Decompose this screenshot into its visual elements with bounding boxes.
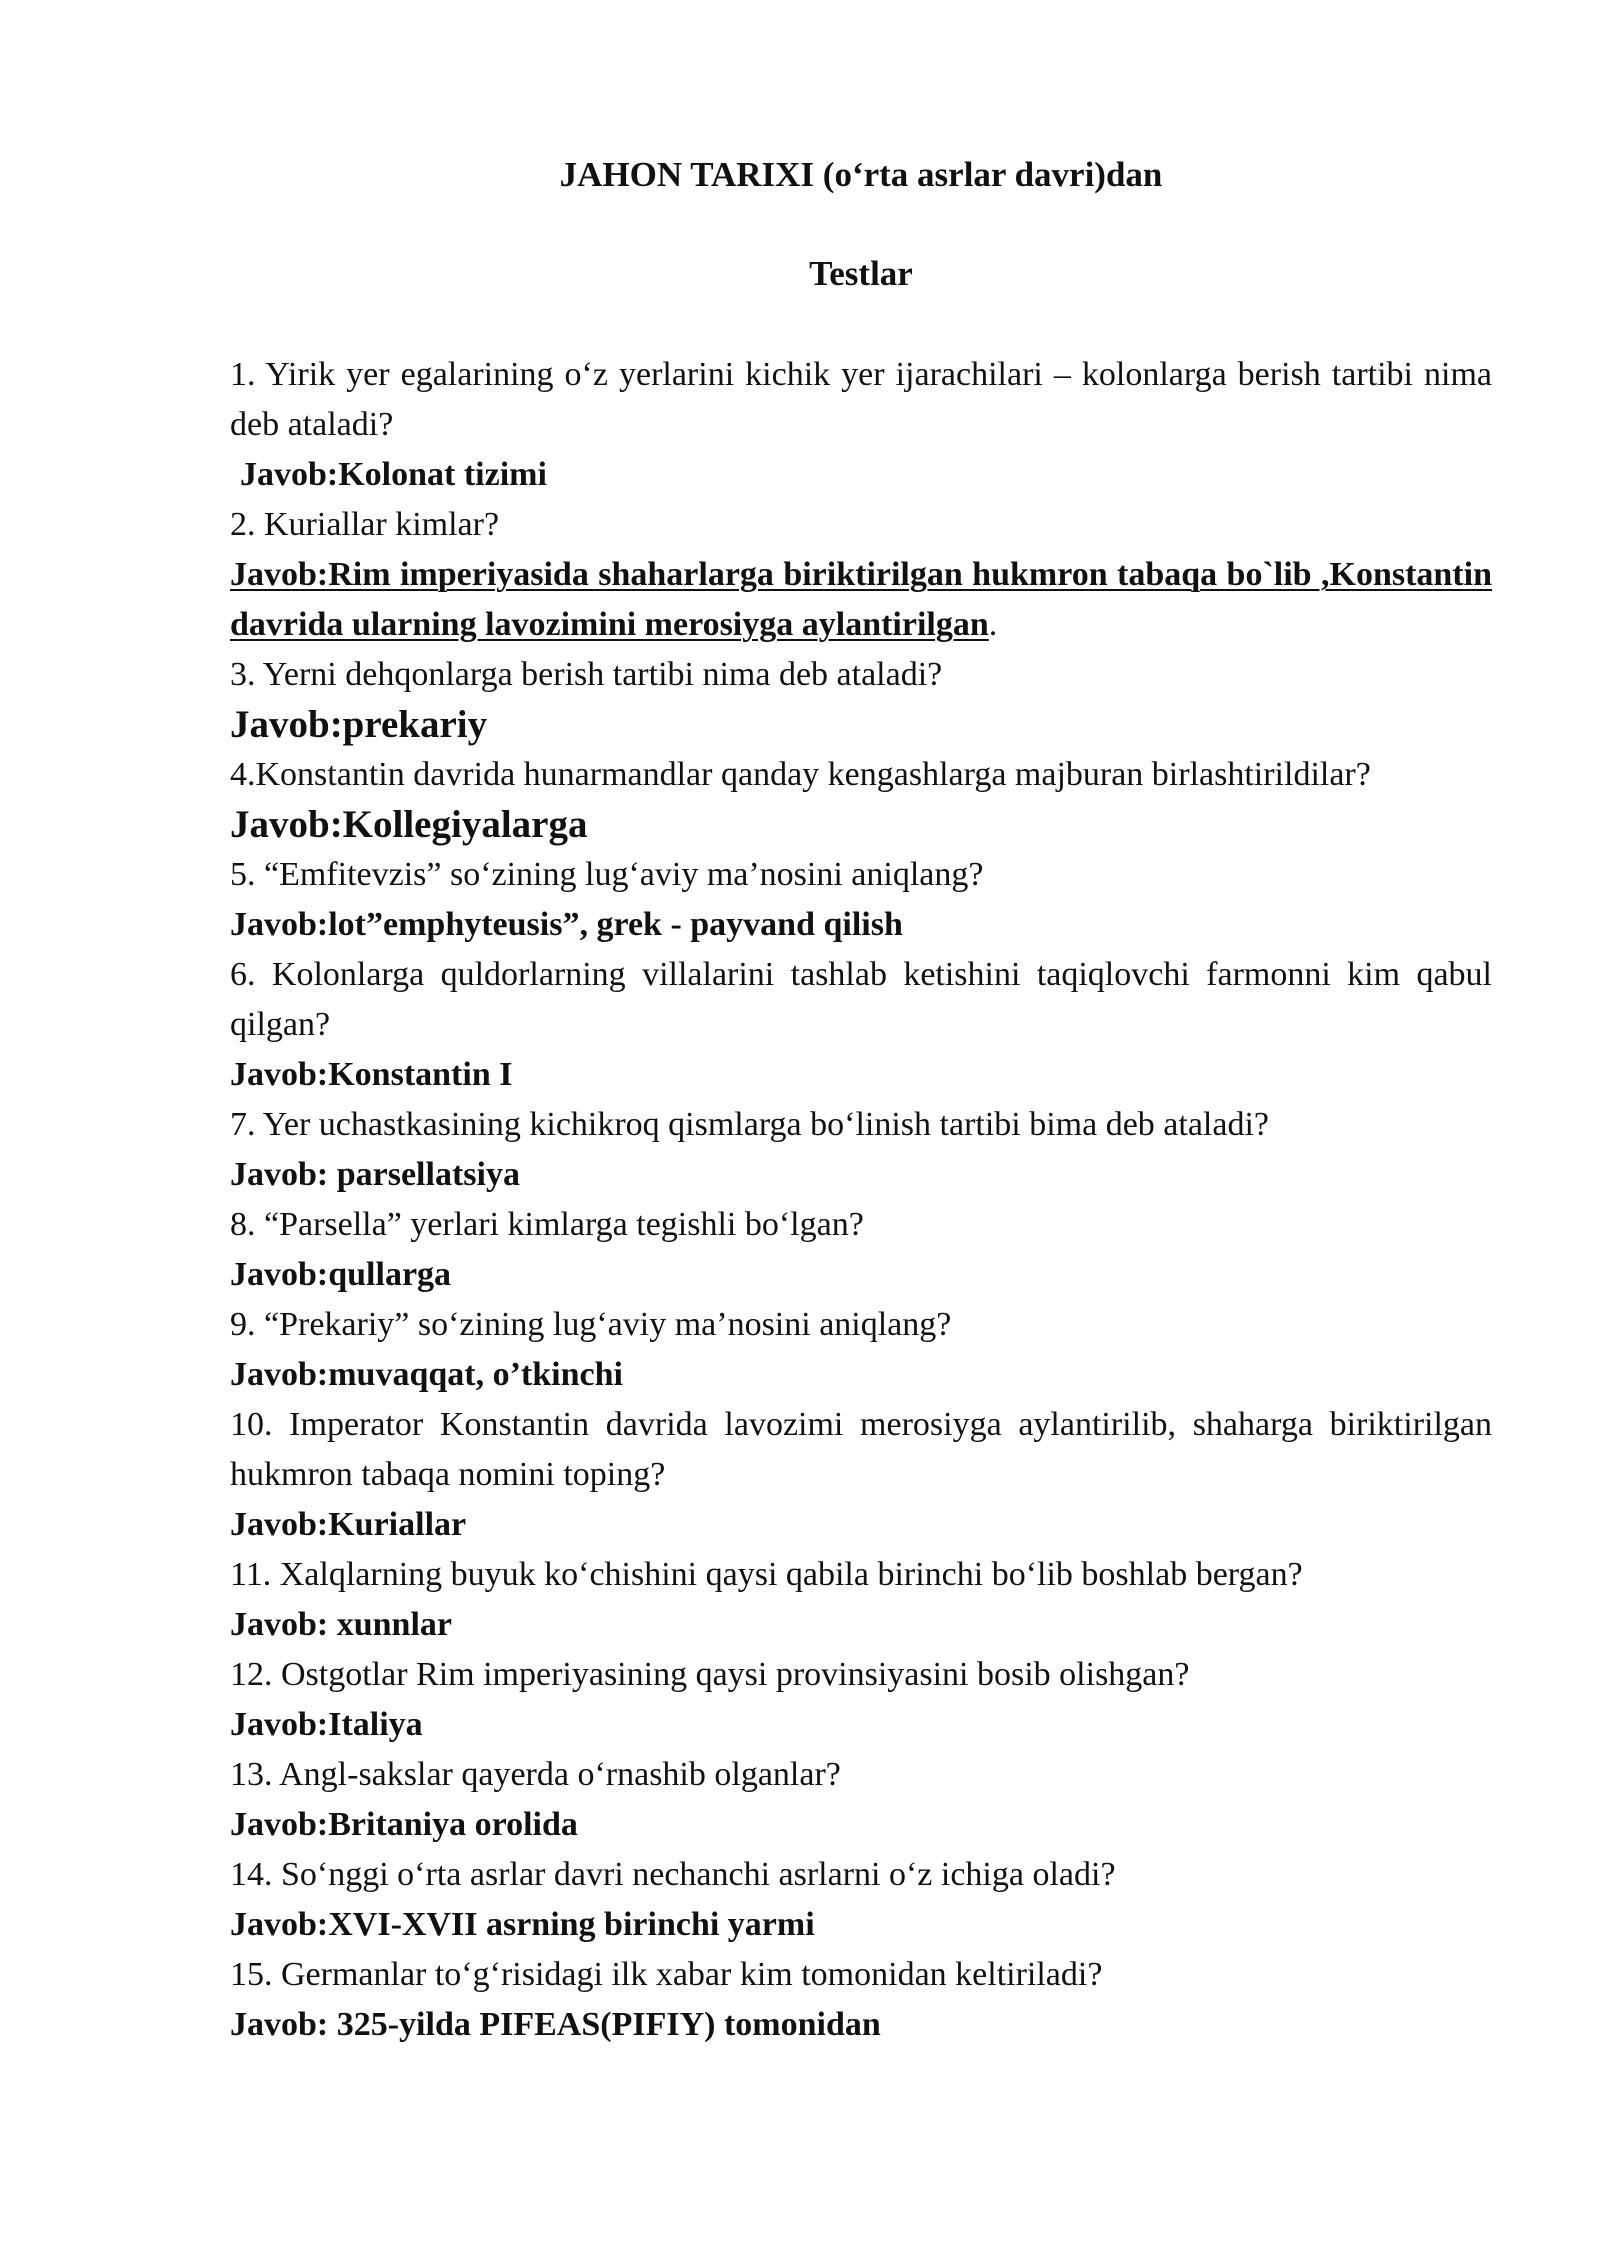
question-13: 13. Angl-sakslar qayerda o‘rnashib olganlar?	[230, 1756, 841, 1793]
answer-15: Javob: 325-yilda PIFEAS(PIFIY) tomonidan	[230, 2006, 881, 2043]
question-7: 7. Yer uchastkasining kichikroq qismlarga bo‘linish tartibi bima deb ataladi?	[230, 1106, 1270, 1143]
page-subtitle: Testlar	[809, 254, 913, 293]
question-4: 4.Konstantin davrida hunarmandlar qanday kengashlarga majburan birlashtirildilar?	[230, 756, 1371, 793]
question-2: 2. Kuriallar kimlar?	[230, 506, 500, 543]
answer-2	[230, 550, 1492, 650]
answer-2-period: .	[988, 606, 998, 643]
question-10: 10. Imperator Konstantin davrida lavozimi merosiyga aylantirilib, shaharga biriktirilgan hukmron tabaqa nomini toping?	[230, 1406, 1492, 1493]
question-9: 9. “Prekariy” so‘zining lug‘aviy ma’nosini aniqlang?	[230, 1306, 952, 1343]
question-14: 14. So‘nggi o‘rta asrlar davri nechanchi asrlarni o‘z ichiga oladi?	[230, 1856, 1116, 1893]
question-8: 8. “Parsella” yerlari kimlarga tegishli bo‘lgan?	[230, 1206, 864, 1243]
qa-list	[230, 350, 1492, 2050]
answer-7: Javob: parsellatsiya	[230, 1156, 520, 1193]
answer-10: Javob:Kuriallar	[230, 1506, 467, 1543]
answer-4: Javob:Kollegiyalarga	[230, 803, 588, 846]
answer-1: Javob:Kolonat tizimi	[240, 456, 547, 493]
question-12: 12. Ostgotlar Rim imperiyasining qaysi provinsiyasini bosib olishgan?	[230, 1656, 1190, 1693]
answer-9: Javob:muvaqqat, o’tkinchi	[230, 1356, 623, 1393]
answer-14: Javob:XVI-XVII asrning birinchi yarmi	[230, 1906, 815, 1943]
answer-12: Javob:Italiya	[230, 1706, 423, 1743]
answer-8: Javob:qullarga	[230, 1256, 452, 1293]
answer-3: Javob:prekariy	[230, 703, 488, 746]
question-15: 15. Germanlar to‘g‘risidagi ilk xabar kim tomonidan keltiriladi?	[230, 1956, 1103, 1993]
page-title: JAHON TARIXI (o‘rta asrlar davri)dan	[559, 155, 1163, 194]
question-3: 3. Yerni dehqonlarga berish tartibi nima deb ataladi?	[230, 656, 943, 693]
question-1: 1. Yirik yer egalarining o‘z yerlarini kichik yer ijarachilari – kolonlarga berish tartibi nima deb ataladi?	[230, 356, 1492, 443]
answer-2-text: Javob:Rim imperiyasida shaharlarga biriktirilgan hukmron tabaqa bo`lib ,Konstantin davrida ularning lavozimini merosiyga aylantirilgan	[230, 556, 1492, 643]
answer-13: Javob:Britaniya orolida	[230, 1806, 578, 1843]
answer-5: Javob:lot”emphyteusis”, grek - payvand qilish	[230, 906, 903, 943]
answer-6: Javob:Konstantin I	[230, 1056, 513, 1093]
question-6: 6. Kolonlarga quldorlarning villalarini tashlab ketishini taqiqlovchi farmonni kim qabul qilgan?	[230, 956, 1492, 1043]
answer-11: Javob: xunnlar	[230, 1606, 452, 1643]
question-11: 11. Xalqlarning buyuk ko‘chishini qaysi qabila birinchi bo‘lib boshlab bergan?	[230, 1556, 1303, 1593]
question-5: 5. “Emfitevzis” so‘zining lug‘aviy ma’nosini aniqlang?	[230, 856, 984, 893]
